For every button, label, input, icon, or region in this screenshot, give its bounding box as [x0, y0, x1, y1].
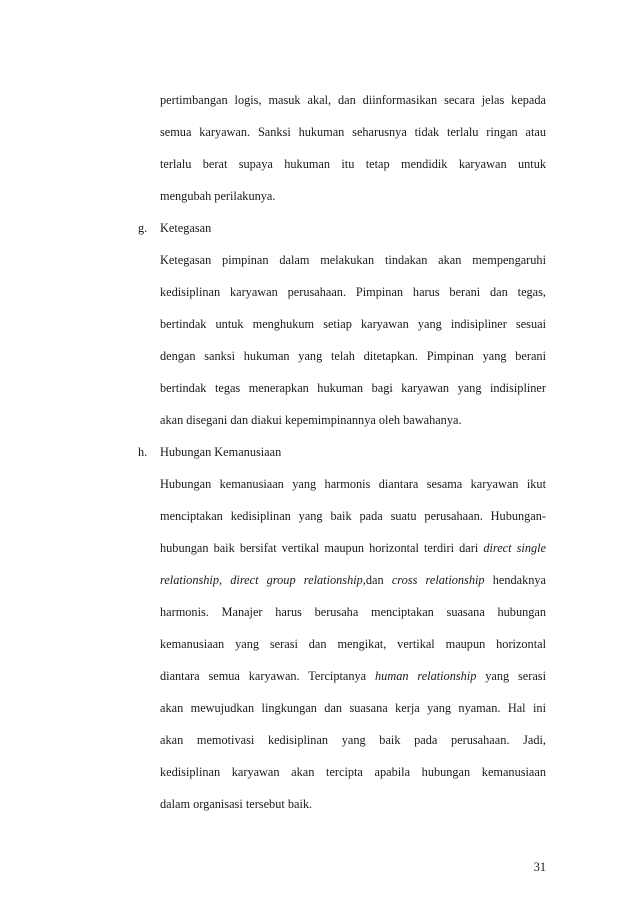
section-heading-h [138, 444, 281, 460]
list-marker: g. [138, 221, 148, 235]
paragraph-line: pertimbangan logis, masuk akal, dan diinformasikan secara jelas kepada [160, 93, 546, 107]
text-run: hubungan baik bersifat vertikal maupun horizontal terdiri dari [160, 541, 484, 555]
paragraph-line: akan memotivasi kedisiplinan yang baik pada perusahaan. Jadi, [160, 733, 546, 747]
paragraph-line: kedisiplinan karyawan perusahaan. Pimpinan harus berani dan tegas, [160, 285, 546, 299]
paragraph-line: Hubungan kemanusiaan yang harmonis diantara sesama karyawan ikut [160, 477, 546, 491]
paragraph-line: terlalu berat supaya hukuman itu tetap mendidik karyawan untuk [160, 157, 546, 171]
paragraph-line: kemanusiaan yang serasi dan mengikat, vertikal maupun horizontal [160, 637, 546, 651]
paragraph-line: akan mewujudkan lingkungan dan suasana kerja yang nyaman. Hal ini [160, 701, 546, 715]
section-title: Hubungan Kemanusiaan [160, 445, 282, 459]
text-run: hendaknya [484, 573, 546, 587]
paragraph-line: akan disegani dan diakui kepemimpinannya oleh bawahanya. [160, 413, 462, 427]
paragraph-line: menciptakan kedisiplinan yang baik pada suatu perusahaan. Hubungan- [160, 509, 546, 523]
text-run: diantara semua karyawan. Terciptanya [160, 669, 376, 683]
italic-term: direct single [483, 541, 546, 555]
italic-term: human relationship [375, 669, 477, 683]
paragraph-line: Ketegasan pimpinan dalam melakukan tindakan akan mempengaruhi [160, 253, 546, 267]
text-run: yang serasi [476, 669, 546, 683]
paragraph-line: bertindak untuk menghukum setiap karyawan yang indisipliner sesuai [160, 317, 546, 331]
text-run: dan [365, 573, 392, 587]
paragraph-line: bertindak tegas menerapkan hukuman bagi karyawan yang indisipliner [160, 381, 546, 395]
paragraph-line: kedisiplinan karyawan akan tercipta apabila hubungan kemanusiaan [160, 765, 546, 779]
italic-term: cross relationship [391, 573, 485, 587]
paragraph-line: harmonis. Manajer harus berusaha menciptakan suasana hubungan [160, 605, 546, 619]
paragraph-line: mengubah perilakunya. [160, 189, 276, 203]
paragraph-line [160, 668, 546, 684]
paragraph-line [160, 540, 546, 556]
paragraph-line [160, 572, 546, 588]
paragraph-line: semua karyawan. Sanksi hukuman seharusnya tidak terlalu ringan atau [160, 125, 546, 139]
paragraph-line: dalam organisasi tersebut baik. [160, 797, 313, 811]
page-number: 31 [533, 860, 546, 874]
paragraph-line: dengan sanksi hukuman yang telah ditetapkan. Pimpinan yang berani [160, 349, 546, 363]
list-marker: h. [138, 445, 148, 459]
italic-term: relationship, direct group relationship, [160, 573, 366, 587]
section-title: Ketegasan [160, 221, 212, 235]
section-heading-g [138, 220, 211, 236]
